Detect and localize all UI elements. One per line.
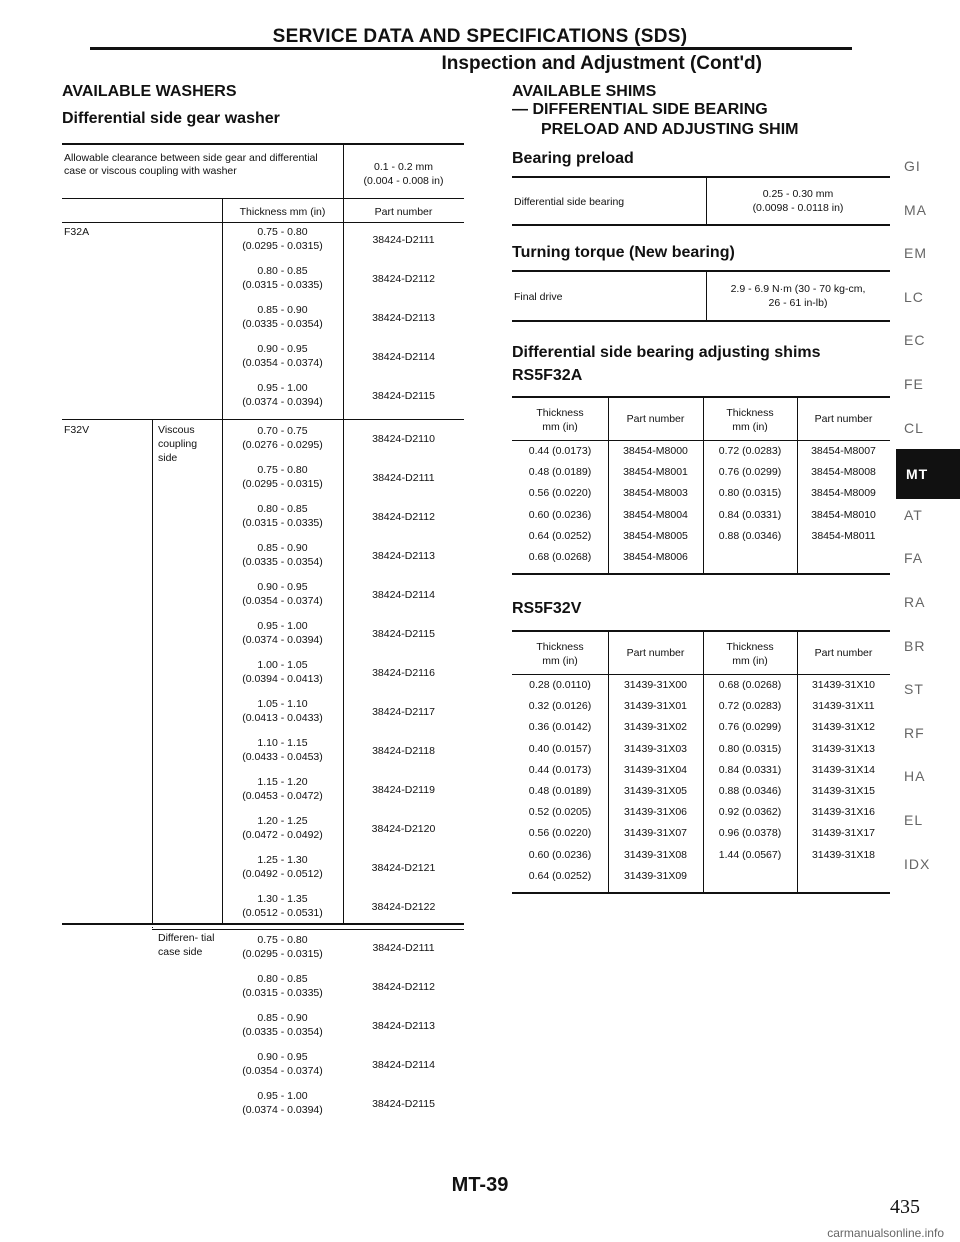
col-header-part (797, 412, 890, 426)
shim-part-number: 38454-M8008 (811, 466, 876, 479)
preload-value-in: (0.0098 - 0.0118 in) (752, 202, 844, 214)
washer-part-number: 38424-D2120 (371, 823, 436, 835)
washer-thickness-in: (0.0413 - 0.0433) (242, 712, 323, 724)
shim-thickness: 0.88 (0.0346) (718, 529, 782, 542)
table-header-rule (512, 674, 890, 675)
table-bottom-rule (512, 573, 890, 575)
washer-thickness-in: (0.0374 - 0.0394) (242, 634, 323, 646)
f32a-bottom-rule (62, 419, 464, 420)
shim-part-number: 31439-31X05 (623, 785, 688, 797)
washer-thickness: 0.75 - 0.80 (257, 226, 308, 238)
shim-part-number: 31439-31X18 (811, 848, 876, 861)
shim-part-number: 38454-M8001 (623, 466, 688, 479)
shim-thickness: 0.76 (0.0299) (718, 721, 782, 734)
section-shim-line1: — DIFFERENTIAL SIDE BEARING (512, 101, 768, 118)
washer-thickness-in: (0.0472 - 0.0492) (242, 829, 323, 841)
washer-part-number: 38424-D2113 (372, 550, 435, 562)
shim-thickness: 0.84 (0.0331) (718, 763, 782, 776)
washer-thickness-in: (0.0394 - 0.0413) (242, 673, 323, 685)
washer-thickness: 1.25 - 1.30 (257, 854, 308, 866)
header-line: Thickness (536, 407, 584, 419)
shim-thickness: 0.88 (0.0346) (718, 785, 782, 797)
washer-thickness: 1.05 - 1.10 (257, 698, 308, 710)
shim-thickness: 0.64 (0.0252) (528, 869, 592, 882)
side-tab-rf[interactable]: RF (904, 724, 925, 741)
washer-thickness-in: (0.0354 - 0.0374) (242, 1065, 323, 1077)
header-line: Thickness (536, 641, 584, 653)
washer-part-number: 38424-D2114 (372, 1059, 435, 1071)
shim-thickness: 0.72 (0.0283) (718, 700, 782, 713)
section-available-washers: AVAILABLE WASHERS (62, 83, 237, 100)
side-tab-ha[interactable]: HA (904, 768, 926, 785)
washer-thickness-in: (0.0315 - 0.0335) (242, 987, 323, 999)
col-header-part (797, 646, 890, 660)
washer-part-number: 38424-D2112 (372, 511, 435, 523)
col-header-thickness (512, 640, 608, 668)
col-divider-sub (152, 419, 153, 925)
shim-part-number: 31439-31X07 (623, 827, 688, 840)
washer-part-number: 38424-D2117 (372, 706, 435, 718)
turning-torque-heading: Turning torque (New bearing) (512, 244, 735, 261)
preload-label: Differential side bearing (514, 196, 625, 208)
washer-part-number: 38424-D2121 (371, 862, 436, 874)
sub-label-diff-case: Differen- tial case side (158, 932, 215, 958)
shim-part-number: 31439-31X16 (811, 806, 876, 819)
header-line: mm (in) (542, 421, 578, 433)
shim-part-number: 31439-31X01 (623, 700, 688, 713)
shim-part-number: 38454-M8006 (623, 551, 688, 563)
shim-thickness: 0.32 (0.0126) (528, 700, 592, 713)
washer-thickness: 0.90 - 0.95 (257, 1051, 308, 1063)
shim-part-number: 38454-M8004 (623, 508, 688, 521)
washer-thickness: 0.85 - 0.90 (257, 542, 308, 554)
shim-thickness: 0.68 (0.0268) (718, 679, 782, 691)
shim-part-number: 38454-M8005 (623, 529, 688, 542)
washer-thickness-in: (0.0315 - 0.0335) (242, 279, 323, 291)
shim-part-number: 31439-31X10 (811, 679, 876, 691)
spacer (152, 927, 153, 928)
washer-part-number: 38424-D2122 (371, 901, 436, 913)
washer-thickness: 1.00 - 1.05 (257, 659, 308, 671)
header-line: mm (in) (732, 421, 768, 433)
washer-thickness: 0.95 - 1.00 (257, 382, 308, 394)
sub-label-viscous: Viscous coupling side (158, 424, 198, 464)
shim-thickness: 0.92 (0.0362) (718, 806, 782, 819)
washer-part-number: 38424-D2118 (372, 745, 435, 757)
washer-thickness: 0.75 - 0.80 (257, 464, 308, 476)
washer-thickness: 0.95 - 1.00 (257, 1090, 308, 1102)
washer-thickness-in: (0.0354 - 0.0374) (242, 357, 323, 369)
shim-part-number: 38454-M8007 (811, 445, 876, 457)
washer-part-number: 38424-D2115 (372, 628, 435, 640)
washer-table (62, 143, 464, 1116)
spacer-b (152, 929, 464, 930)
header-line: mm (in) (542, 655, 578, 667)
model-label-f32v: F32V (64, 424, 90, 436)
col-header-part (608, 412, 703, 426)
side-tab-fa[interactable]: FA (904, 550, 924, 567)
side-tab-at[interactable]: AT (904, 506, 923, 523)
table-column-divider (608, 632, 609, 892)
page-code: MT-39 (451, 1174, 509, 1196)
clearance-label: Allowable clearance between side gear and differential case or viscous coupling with washer (64, 152, 318, 177)
clearance-value-in: (0.004 - 0.008 in) (363, 175, 444, 187)
shim-part-number: 31439-31X00 (623, 679, 688, 691)
shim-thickness: 0.56 (0.0220) (528, 827, 592, 840)
washer-thickness: 0.75 - 0.80 (257, 934, 308, 946)
side-tab-el[interactable]: EL (904, 812, 924, 828)
col-header-thickness (512, 406, 608, 434)
section-shim-line2: PRELOAD AND ADJUSTING SHIM (541, 121, 799, 138)
header-line: Part number (814, 413, 873, 425)
rs5f32a-top-rule (512, 396, 890, 398)
washer-thickness: 0.80 - 0.85 (257, 973, 308, 985)
washer-thickness-in: (0.0374 - 0.0394) (242, 396, 323, 408)
washer-thickness: 0.85 - 0.90 (257, 304, 308, 316)
washer-thickness: 0.70 - 0.75 (257, 425, 308, 437)
washer-thickness-in: (0.0295 - 0.0315) (242, 240, 323, 252)
col-header-thickness (703, 406, 797, 434)
shim-thickness: 0.28 (0.0110) (529, 679, 591, 691)
washer-part-number: 38424-D2115 (372, 1098, 435, 1110)
washer-thickness: 1.30 - 1.35 (257, 893, 308, 905)
washer-thickness-in: (0.0374 - 0.0394) (242, 1104, 323, 1116)
side-tab-cl[interactable]: CL (904, 419, 924, 436)
washer-thickness: 0.95 - 1.00 (257, 620, 308, 632)
header-bottom-rule (62, 222, 464, 223)
table-column-divider (703, 398, 704, 573)
table-top-rule (62, 143, 464, 145)
page-number: 435 (890, 1196, 920, 1218)
shim-thickness: 0.48 (0.0189) (528, 785, 592, 797)
rs5f32a-title: RS5F32A (512, 367, 583, 384)
shim-thickness: 0.36 (0.0142) (528, 721, 592, 734)
watermark: carmanualsonline.info (827, 1226, 944, 1240)
shim-part-number: 38454-M8000 (623, 445, 688, 457)
clearance-value: 0.1 - 0.2 mm (374, 161, 433, 173)
shim-part-number: 31439-31X08 (623, 848, 688, 861)
torque-top-rule (512, 270, 890, 272)
side-tab-lc[interactable]: LC (904, 288, 924, 305)
washer-thickness-in: (0.0335 - 0.0354) (242, 318, 323, 330)
washer-thickness: 0.80 - 0.85 (257, 265, 308, 277)
shim-part-number: 31439-31X03 (623, 742, 688, 755)
washer-part-number: 38424-D2119 (372, 784, 435, 796)
shim-thickness: 0.44 (0.0173) (528, 763, 592, 776)
bearing-preload-heading: Bearing preload (512, 150, 634, 167)
washer-thickness-in: (0.0354 - 0.0374) (242, 595, 323, 607)
header-line: Part number (626, 413, 685, 425)
washer-thickness: 0.90 - 0.95 (257, 581, 308, 593)
side-tab-ec[interactable]: EC (904, 332, 926, 349)
shim-part-number: 31439-31X15 (811, 785, 876, 797)
header-line: mm (in) (732, 655, 768, 667)
washer-thickness-in: (0.0315 - 0.0335) (242, 517, 323, 529)
header-line: Part number (626, 647, 685, 659)
shim-thickness: 0.48 (0.0189) (528, 466, 592, 479)
table-bottom-rule (62, 923, 464, 925)
table-bottom-rule (512, 892, 890, 894)
shim-part-number: 31439-31X02 (623, 721, 688, 734)
table-column-divider (797, 632, 798, 892)
shim-part-number: 38454-M8011 (811, 529, 876, 542)
washer-part-number: 38424-D2115 (372, 390, 435, 402)
washer-thickness: 1.20 - 1.25 (257, 815, 308, 827)
table-header-rule (512, 440, 890, 441)
shim-thickness: 0.76 (0.0299) (718, 466, 782, 479)
col-header-part: Part number (374, 206, 433, 218)
washer-part-number: 38424-D2114 (372, 589, 435, 601)
table-column-divider (797, 398, 798, 573)
shim-thickness: 0.68 (0.0268) (528, 551, 592, 563)
shim-part-number: 31439-31X11 (812, 700, 875, 713)
washer-thickness: 1.15 - 1.20 (257, 776, 308, 788)
washer-part-number: 38424-D2114 (372, 351, 435, 363)
page-header-title: SERVICE DATA AND SPECIFICATIONS (SDS) (272, 26, 688, 47)
washer-thickness: 0.85 - 0.90 (257, 1012, 308, 1024)
shim-thickness: 0.40 (0.0157) (528, 742, 592, 755)
side-tab-ma[interactable]: MA (904, 201, 927, 218)
shim-thickness: 0.60 (0.0236) (528, 848, 592, 861)
shim-part-number: 38454-M8010 (811, 508, 876, 521)
washer-part-number: 38424-D2111 (372, 472, 435, 484)
washer-thickness-in: (0.0433 - 0.0453) (242, 751, 323, 763)
preload-bottom-rule (512, 224, 890, 226)
page-header-subtitle: Inspection and Adjustment (Cont'd) (441, 53, 762, 74)
shim-part-number: 31439-31X06 (623, 806, 688, 819)
washer-part-number: 38424-D2111 (372, 942, 435, 954)
rs5f32v-top-rule (512, 630, 890, 632)
washer-part-number: 38424-D2112 (372, 981, 435, 993)
header-line: Thickness (726, 407, 774, 419)
shim-thickness: 0.84 (0.0331) (718, 508, 782, 521)
model-label-f32a: F32A (64, 226, 90, 238)
torque-bottom-rule (512, 320, 890, 322)
washer-thickness-in: (0.0295 - 0.0315) (242, 948, 323, 960)
side-tab-em[interactable]: EM (904, 245, 927, 262)
washer-thickness: 1.10 - 1.15 (257, 737, 308, 749)
shim-thickness: 0.56 (0.0220) (528, 487, 592, 500)
col-header-thickness (703, 640, 797, 668)
torque-value-2: 26 - 61 in-lb) (768, 297, 828, 309)
washer-thickness-in: (0.0492 - 0.0512) (242, 868, 323, 880)
shim-thickness: 1.44 (0.0567) (718, 848, 782, 861)
side-tab-idx[interactable]: IDX (904, 855, 931, 872)
preload-top-rule (512, 176, 890, 178)
side-tab-st[interactable]: ST (904, 681, 924, 698)
side-tab-mt[interactable]: MT (896, 449, 960, 499)
shim-part-number: 38454-M8009 (811, 487, 876, 500)
washer-thickness-in: (0.0335 - 0.0354) (242, 1026, 323, 1038)
shim-thickness: 0.72 (0.0283) (718, 445, 782, 457)
table-column-divider (703, 632, 704, 892)
clearance-bottom-rule (62, 198, 464, 199)
side-tab-fe[interactable]: FE (904, 376, 924, 392)
washer-thickness: 0.80 - 0.85 (257, 503, 308, 515)
shim-part-number: 31439-31X14 (811, 763, 876, 776)
washer-part-number: 38424-D2110 (372, 433, 435, 445)
shim-thickness: 0.44 (0.0173) (528, 445, 592, 457)
table-column-divider (608, 398, 609, 573)
col-header-part (608, 646, 703, 660)
subsection-side-gear-washer: Differential side gear washer (62, 110, 280, 127)
rs5f32v-title: RS5F32V (512, 600, 582, 617)
washer-part-number: 38424-D2113 (372, 312, 435, 324)
preload-value: 0.25 - 0.30 mm (762, 188, 834, 200)
shim-thickness: 0.60 (0.0236) (528, 508, 592, 521)
shim-part-number: 31439-31X12 (811, 721, 876, 734)
washer-part-number: 38424-D2112 (372, 273, 435, 285)
col-header-thickness: Thickness mm (in) (239, 206, 326, 218)
washer-thickness-in: (0.0276 - 0.0295) (242, 439, 323, 451)
shim-part-number: 31439-31X13 (811, 742, 876, 755)
washer-part-number: 38424-D2116 (372, 667, 435, 679)
shim-part-number: 31439-31X17 (811, 827, 876, 840)
header-line: Part number (814, 647, 873, 659)
washer-part-number: 38424-D2111 (372, 234, 435, 246)
section-available-shims: AVAILABLE SHIMS (512, 83, 657, 100)
shim-thickness: 0.64 (0.0252) (528, 529, 592, 542)
washer-part-number: 38424-D2113 (372, 1020, 435, 1032)
washer-thickness: 0.90 - 0.95 (257, 343, 308, 355)
washer-thickness-in: (0.0335 - 0.0354) (242, 556, 323, 568)
shim-thickness: 0.80 (0.0315) (718, 487, 782, 500)
washer-thickness-in: (0.0512 - 0.0531) (242, 907, 323, 919)
washer-thickness-in: (0.0295 - 0.0315) (242, 478, 323, 490)
header-rule (90, 47, 852, 50)
washer-thickness-in: (0.0453 - 0.0472) (242, 790, 323, 802)
shim-thickness: 0.96 (0.0378) (718, 827, 782, 840)
torque-label: Final drive (514, 291, 563, 303)
header-line: Thickness (726, 641, 774, 653)
side-tab-gi[interactable]: GI (904, 158, 921, 174)
shims-heading: Differential side bearing adjusting shims (512, 344, 821, 361)
torque-value: 2.9 - 6.9 N·m (30 - 70 kg-cm, (730, 283, 866, 295)
side-tab-ra[interactable]: RA (904, 594, 926, 610)
shim-part-number: 31439-31X09 (623, 869, 688, 882)
shim-thickness: 0.80 (0.0315) (718, 742, 782, 755)
side-tab-br[interactable]: BR (904, 637, 926, 654)
shim-thickness: 0.52 (0.0205) (528, 806, 592, 819)
shim-part-number: 31439-31X04 (623, 763, 688, 776)
shim-part-number: 38454-M8003 (623, 487, 688, 500)
